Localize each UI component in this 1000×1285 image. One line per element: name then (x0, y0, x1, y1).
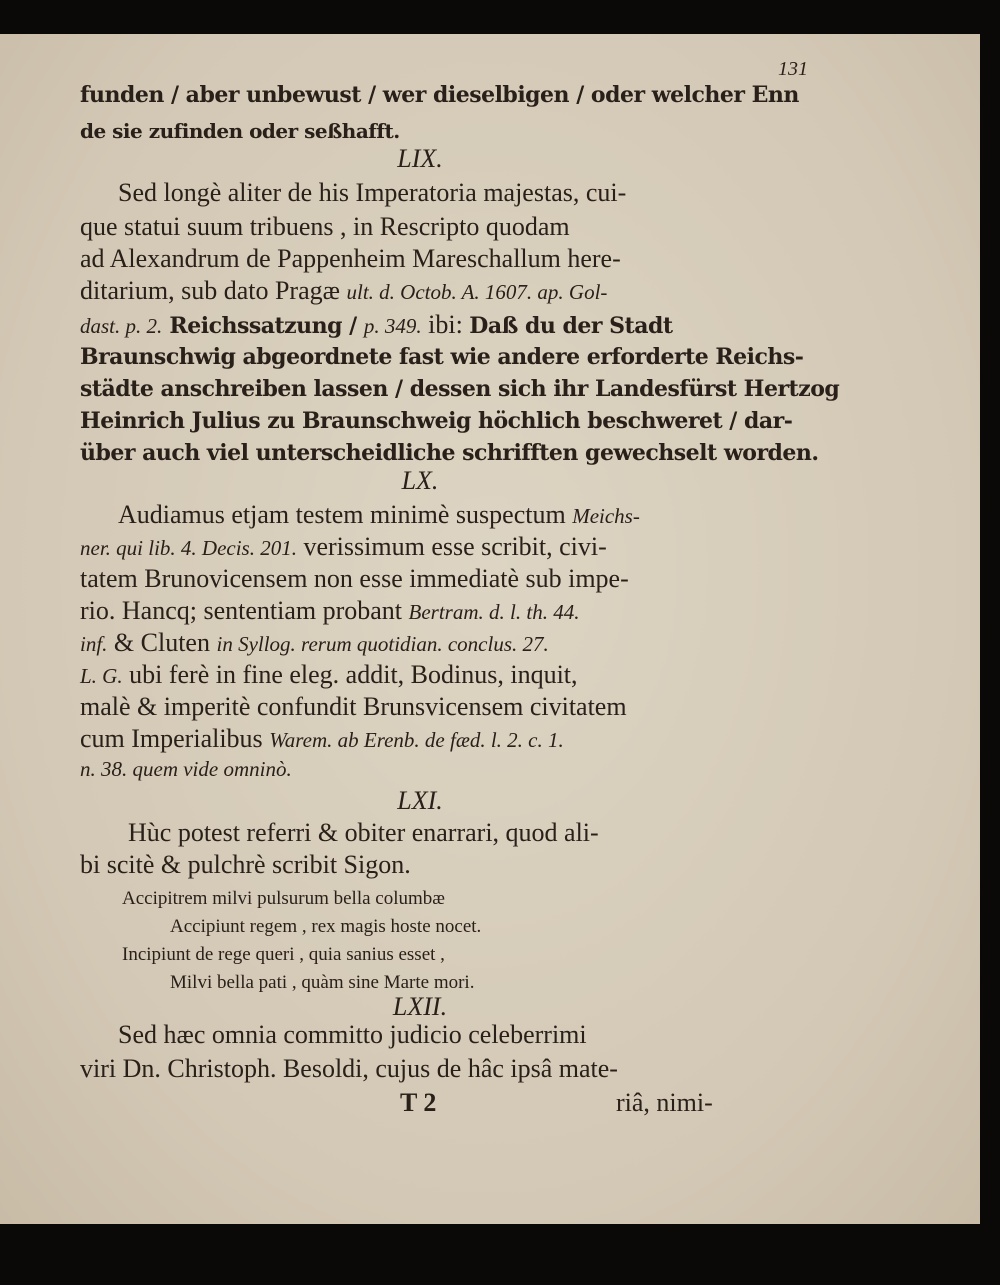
text-segment: ubi ferè in fine eleg. addit, Bodinus, inquit, (122, 660, 578, 689)
text-segment: ibi: (421, 310, 470, 339)
catchword: riâ, nimi- (616, 1088, 713, 1117)
citation: in Syllog. rerum quotidian. conclus. 27. (216, 632, 549, 656)
citation: inf. (80, 632, 108, 656)
citation: Bertram. d. l. th. 44. (408, 600, 580, 624)
text-line-20: n. 38. quem vide omninò. (80, 757, 292, 781)
fraktur-segment: Reichssatzung / (162, 313, 364, 339)
text-segment: cum Imperialibus (80, 724, 270, 753)
citation: Meichs- (572, 504, 640, 528)
text-line-4: que statui suum tribuens , in Rescripto quodam (80, 212, 570, 241)
text-line-17 (80, 660, 578, 691)
text-segment: & Cluten (107, 628, 217, 657)
text-segment: rio. Hancq; sententiam probant (80, 596, 409, 625)
signature-mark: T 2 (400, 1088, 437, 1117)
text-line-6 (80, 276, 607, 307)
fraktur-line-1: funden / aber unbewust / wer dieselbigen / oder welcher Enn (80, 82, 799, 108)
citation: ult. d. Octob. A. 1607. ap. Gol- (346, 280, 608, 304)
verse-line-2: Accipiunt regem , rex magis hoste nocet. (170, 916, 482, 937)
page-number: 131 (778, 58, 808, 80)
citation: Warem. ab Erenb. de fæd. l. 2. c. 1. (269, 728, 564, 752)
section-heading-lix: LIX. (397, 144, 443, 173)
text-line-12 (118, 500, 640, 531)
text-line-13 (80, 532, 607, 563)
section-heading-lxi: LXI. (397, 786, 443, 815)
fraktur-line-11: über auch viel unterscheidliche schrifften gewechselt worden. (80, 440, 819, 466)
section-heading-lx: LX. (401, 466, 439, 495)
fraktur-line-10: Heinrich Julius zu Braunschweig höchlich beschweret / dar- (80, 408, 793, 434)
fraktur-segment: Daß du der Stadt (469, 313, 673, 339)
text-segment: Audiamus etjam testem minimè suspectum (118, 500, 573, 529)
section-heading-lxii: LXII. (392, 992, 448, 1021)
fraktur-line-9: städte anschreiben lassen / dessen sich ihr Landesfürst Hertzog (80, 376, 840, 402)
text-line-22: bi scitè & pulchrè scribit Sigon. (80, 850, 411, 879)
fraktur-line-2: de sie zufinden oder seßhafft. (80, 119, 400, 143)
text-line-19 (80, 724, 564, 755)
citation: p. 349. (363, 314, 422, 338)
text-line-24: viri Dn. Christoph. Besoldi, cujus de hâc ipsâ mate- (80, 1054, 618, 1083)
text-line-15 (80, 596, 579, 627)
text-line-14: tatem Brunovicensem non esse immediatè sub impe- (80, 564, 629, 593)
citation: dast. p. 2. (80, 314, 163, 338)
text-line-23: Sed hæc omnia committo judicio celeberrimi (118, 1020, 587, 1049)
text-segment: ditarium, sub dato Pragæ (80, 276, 347, 305)
text-segment: verissimum esse scribit, civi- (296, 532, 607, 561)
text-line-16 (80, 628, 549, 659)
text-line-21: Hùc potest referri & obiter enarrari, quod ali- (128, 818, 599, 847)
text-line-5: ad Alexandrum de Pappenheim Mareschallum here- (80, 244, 621, 273)
citation: L. G. (80, 664, 123, 688)
text-line-7 (80, 310, 673, 341)
citation: ner. qui lib. 4. Decis. 201. (80, 536, 297, 560)
fraktur-line-8: Braunschwig abgeordnete fast wie andere erforderte Reichs- (80, 344, 804, 370)
verse-line-3: Incipiunt de rege queri , quia sanius esset , (122, 944, 445, 965)
text-line-18: malè & imperitè confundit Brunsvicensem civitatem (80, 692, 627, 721)
verse-line-4: Milvi bella pati , quàm sine Marte mori. (170, 972, 475, 993)
verse-line-1: Accipitrem milvi pulsurum bella columbæ (122, 888, 445, 909)
text-line-3: Sed longè aliter de his Imperatoria majestas, cui- (118, 178, 627, 207)
